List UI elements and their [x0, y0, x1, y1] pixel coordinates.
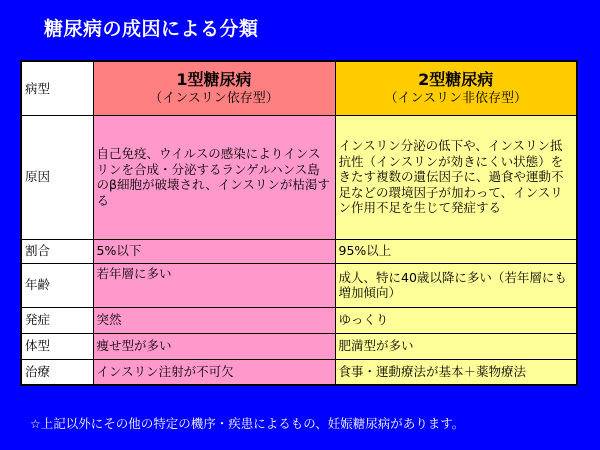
type1-cell: 5%以下 [93, 239, 335, 263]
type2-name: 2型糖尿病 [418, 69, 494, 89]
type2-cell: ゆっくり [335, 307, 577, 333]
table-row-ratio [21, 239, 577, 263]
table-row-cause [21, 115, 577, 239]
footnote [30, 414, 464, 432]
type1-subtitle: （インスリン依存型） [149, 90, 279, 106]
type1-cell: インスリン注射が不可欠 [93, 359, 335, 385]
type1-name: 1型糖尿病 [176, 69, 252, 89]
type2-cell: 肥満型が多い [335, 333, 577, 359]
slide-title: 糖尿病の成因による分類 [44, 18, 259, 40]
row-label: 年齢 [21, 263, 93, 307]
row-label: 割合 [21, 239, 93, 263]
type1-cell: 若年層に多い [93, 263, 335, 307]
row-label: 発症 [21, 307, 93, 333]
row-label-type: 病型 [21, 61, 93, 115]
type1-cell: 痩せ型が多い [93, 333, 335, 359]
type1-cell: 突然 [93, 307, 335, 333]
type2-cell: 成人、特に40歳以降に多い（若年層にも増加傾向） [335, 263, 577, 307]
star-icon: ☆ [30, 417, 41, 431]
type1-cell: 自己免疫、ウイルスの感染によりインスリンを合成・分泌するランゲルハンス島のβ細胞が破壊され、インスリンが枯渇する [93, 115, 335, 239]
table-header-row [21, 61, 577, 115]
comparison-table [20, 60, 578, 386]
table-row-age [21, 263, 577, 307]
row-label: 体型 [21, 333, 93, 359]
type2-subtitle: （インスリン非依存型） [384, 90, 528, 106]
row-label: 原因 [21, 115, 93, 239]
footnote-text: 上記以外にその他の特定の機序・疾患によるもの、妊娠糖尿病があります。 [40, 416, 465, 431]
table-row-body-type [21, 333, 577, 359]
type1-header [93, 61, 335, 115]
type2-cell: インスリン分泌の低下や、インスリン抵抗性（インスリンが効きにくい状態）をきたす複数の遺伝因子に、過食や運動不足などの環境因子が加わって、インスリン作用不足を生じて発症する [335, 115, 577, 239]
type2-cell: 95%以上 [335, 239, 577, 263]
table-row-treatment [21, 359, 577, 385]
type2-header [335, 61, 577, 115]
row-label: 治療 [21, 359, 93, 385]
type2-cell: 食事・運動療法が基本＋薬物療法 [335, 359, 577, 385]
table-row-onset [21, 307, 577, 333]
